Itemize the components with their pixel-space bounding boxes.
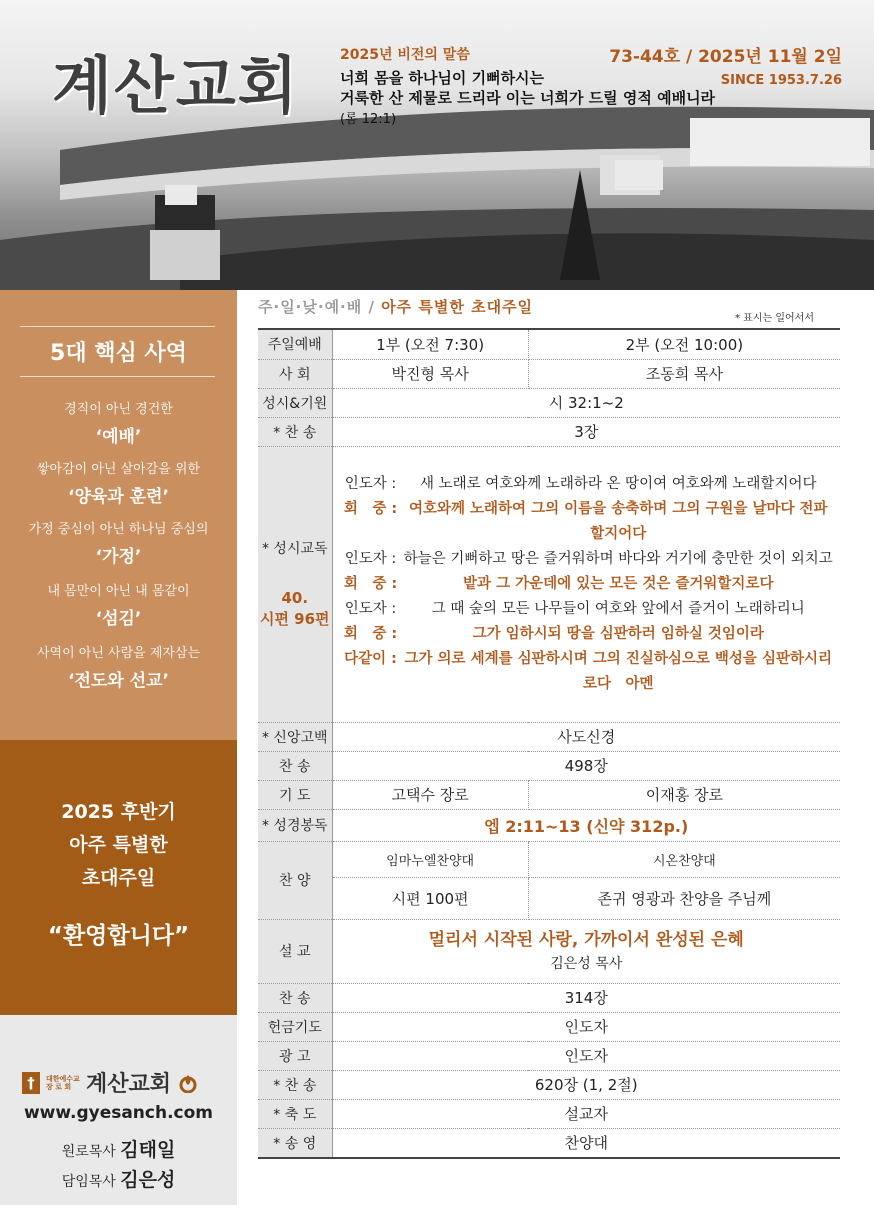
church-logo-name: 계산교회: [86, 1072, 172, 1097]
ministry-item: [0, 398, 237, 447]
row-label: * 송 영: [258, 1128, 332, 1158]
reading-line: [339, 597, 835, 622]
table-row: [258, 417, 840, 446]
row-label: * 찬 송: [258, 417, 332, 446]
row-label: 성시&기원: [258, 388, 332, 417]
hymn-3: 314장: [332, 983, 840, 1012]
cross-icon: †: [22, 1072, 40, 1094]
table-row: [258, 809, 840, 841]
creed: 사도신경: [332, 722, 840, 751]
table-row: [258, 877, 840, 919]
speaker: 인도자 :: [344, 550, 397, 567]
reading-text: 밭과 그 가운데에 있는 모든 것은 즐거워할지로다: [463, 575, 774, 592]
table-row: [258, 919, 840, 983]
church-name-logo: 계산교회: [52, 49, 300, 122]
reading-line: [339, 622, 835, 647]
session-1: 1부 (오전 7:30): [332, 329, 528, 359]
header-banner: [0, 0, 874, 290]
scripture-reading: 엡 2:11~13 (신약 312p.): [332, 809, 840, 841]
row-label: 찬 송: [258, 751, 332, 780]
hymn-2: 498장: [332, 751, 840, 780]
table-row: [258, 751, 840, 780]
row-label: * 신앙고백: [258, 722, 332, 751]
ministry-item: [0, 458, 237, 507]
pastor-name: 김은성: [120, 1169, 176, 1191]
speaker: 회 중 :: [343, 500, 398, 517]
promo-line: 초대주일: [81, 867, 156, 889]
since-date: SINCE 1953.7.26: [720, 73, 842, 88]
ministry-key: ‘섬김’: [95, 609, 142, 629]
table-row: [258, 329, 840, 359]
reading-line: [339, 647, 835, 697]
order-of-service-table: [258, 328, 840, 1159]
reading-text: 여호와께 노래하여 그의 이름을 송축하며 그의 구원을 날마다 전파할지어다: [408, 500, 828, 542]
leader-1: 박진형 목사: [332, 359, 528, 388]
sidebar: [0, 290, 237, 1205]
flame-icon: [177, 1073, 199, 1093]
ministry-desc: 가정 중심이 아닌 하나님 중심의: [28, 522, 209, 537]
welcome-text: “환영합니다”: [47, 923, 190, 949]
benediction: 설교자: [332, 1099, 840, 1128]
table-row: [258, 983, 840, 1012]
standing-note: * 표시는 일어서서: [735, 313, 814, 324]
reading-text: 그가 의로 세계를 심판하시며 그의 진실하심으로 백성을 심판하시리로다 아멘: [404, 650, 833, 692]
vision-year: 2025년 비전의 말씀: [340, 47, 470, 63]
service-subtitle: 아주 특별한 초대주일: [381, 298, 534, 316]
welcome-promo: [0, 740, 237, 1015]
ministry-desc: 내 몸만이 아닌 내 몸같이: [47, 584, 190, 599]
table-row: [258, 841, 840, 877]
church-contact: [0, 1015, 237, 1205]
prayer-1: 고택수 장로: [332, 780, 528, 809]
speaker: 회 중 :: [343, 575, 398, 592]
divider: [20, 326, 215, 327]
row-label: * 성경봉독: [258, 809, 332, 841]
row-label: 헌금기도: [258, 1012, 332, 1041]
row-label: 찬 양: [258, 841, 332, 919]
row-label: * 축 도: [258, 1099, 332, 1128]
hymn-4: 620장 (1, 2절): [332, 1070, 840, 1099]
speaker: 회 중 :: [343, 625, 398, 642]
row-label: * 찬 송: [258, 1070, 332, 1099]
core-ministries-heading: 5대 핵심 사역: [50, 341, 187, 366]
promo-line: 2025 후반기: [61, 801, 176, 823]
speaker: 인도자 :: [344, 600, 397, 617]
reading-line: [339, 547, 835, 572]
table-row: [258, 1070, 840, 1099]
reading-text: 하늘은 기뻐하고 땅은 즐거워하며 바다와 거기에 충만한 것이 외치고: [403, 550, 833, 567]
ministry-key: ‘예배’: [95, 427, 142, 447]
row-label: 찬 송: [258, 983, 332, 1012]
church-logo: [22, 1067, 199, 1098]
responsive-reading: [332, 446, 840, 722]
reading-text: 그가 임하시되 땅을 심판하러 임하실 것임이라: [472, 625, 764, 642]
announcements: 인도자: [332, 1041, 840, 1070]
reading-text: 새 노래로 여호와께 노래하라 온 땅이여 여호와께 노래할지어다: [420, 475, 817, 492]
table-row: [258, 1128, 840, 1158]
table-row: [258, 780, 840, 809]
issue-number-date: 73-44호 / 2025년 11월 2일: [609, 47, 842, 67]
reading-line: [339, 497, 835, 547]
table-row: [258, 359, 840, 388]
sermon-preacher: 김은성 목사: [550, 956, 623, 972]
sermon-title: 멀리서 시작된 사랑, 가까이서 완성된 은혜: [428, 930, 744, 950]
reading-text: 그 때 숲의 모든 나무들이 여호와 앞에서 즐거이 노래하리니: [431, 600, 805, 617]
hymn-1: 3장: [332, 417, 840, 446]
website-link[interactable]: www.gyesanch.com: [23, 1103, 214, 1123]
service-title-main: 주·일·낮·예·배: [258, 298, 363, 316]
ministry-key: ‘양육과 훈련’: [68, 487, 169, 507]
row-label: 설 교: [258, 919, 332, 983]
choir-2-name: 시온찬양대: [528, 841, 840, 877]
divider: [20, 376, 215, 377]
doxology: 찬양대: [332, 1128, 840, 1158]
denomination-label: 대한예수교 장 로 회: [46, 1074, 80, 1091]
row-label: * 성시교독: [261, 541, 328, 557]
ministry-key: ‘가정’: [95, 547, 142, 567]
table-row: [258, 1099, 840, 1128]
pastor-emeritus: [0, 1135, 237, 1162]
table-row: [258, 1041, 840, 1070]
service-title: 주·일·낮·예·배 / 아주 특별한 초대주일: [258, 298, 534, 316]
choir-1-song: 시편 100편: [332, 877, 528, 919]
sermon: [332, 919, 840, 983]
prayer-2: 이재홍 장로: [528, 780, 840, 809]
table-row: [258, 722, 840, 751]
ministry-item: [0, 642, 237, 691]
table-row: [258, 388, 840, 417]
ministry-key: ‘전도와 선교’: [68, 671, 169, 691]
ministry-desc: 쌓아감이 아닌 살아감을 위한: [36, 462, 201, 477]
senior-pastor: [0, 1165, 237, 1192]
offering-prayer: 인도자: [332, 1012, 840, 1041]
ministry-desc: 사역이 아닌 사람을 제자삼는: [36, 646, 201, 661]
choir-2-song: 존귀 영광과 찬양을 주님께: [528, 877, 840, 919]
pastor-title: 담임목사: [61, 1174, 116, 1190]
reading-psalm: 시편 96편: [259, 610, 330, 628]
reading-line: [339, 472, 835, 497]
ministry-item: [0, 580, 237, 629]
pastor-name: 김태일: [120, 1139, 176, 1161]
ministry-desc: 경직이 아닌 경건한: [64, 402, 173, 417]
verse-line-1: 너희 몸을 하나님이 기뻐하시는: [340, 69, 545, 87]
reading-number: 40.: [281, 589, 309, 607]
row-label: 사 회: [258, 359, 332, 388]
ministry-item: [0, 518, 237, 567]
leader-2: 조동희 목사: [528, 359, 840, 388]
row-label: 기 도: [258, 780, 332, 809]
table-row: [258, 1012, 840, 1041]
verse-reference: (롬 12:1): [340, 112, 397, 127]
promo-line: 아주 특별한: [69, 834, 168, 856]
row-label: 광 고: [258, 1041, 332, 1070]
table-row: [258, 446, 840, 722]
speaker: 인도자 :: [344, 475, 397, 492]
psalm-prayer: 시 32:1~2: [332, 388, 840, 417]
session-2: 2부 (오전 10:00): [528, 329, 840, 359]
core-ministries-panel: [0, 290, 237, 740]
choir-1-name: 임마누엘찬양대: [332, 841, 528, 877]
speaker: 다같이 :: [344, 650, 397, 667]
row-label: 주일예배: [258, 329, 332, 359]
verse-line-2: 거룩한 산 제물로 드리라 이는 너희가 드릴 영적 예배니라: [340, 89, 716, 107]
issue-info: [609, 42, 842, 88]
responsive-reading-label-cell: [258, 446, 332, 722]
pastor-title: 원로목사: [61, 1144, 116, 1160]
reading-line: [339, 572, 835, 597]
